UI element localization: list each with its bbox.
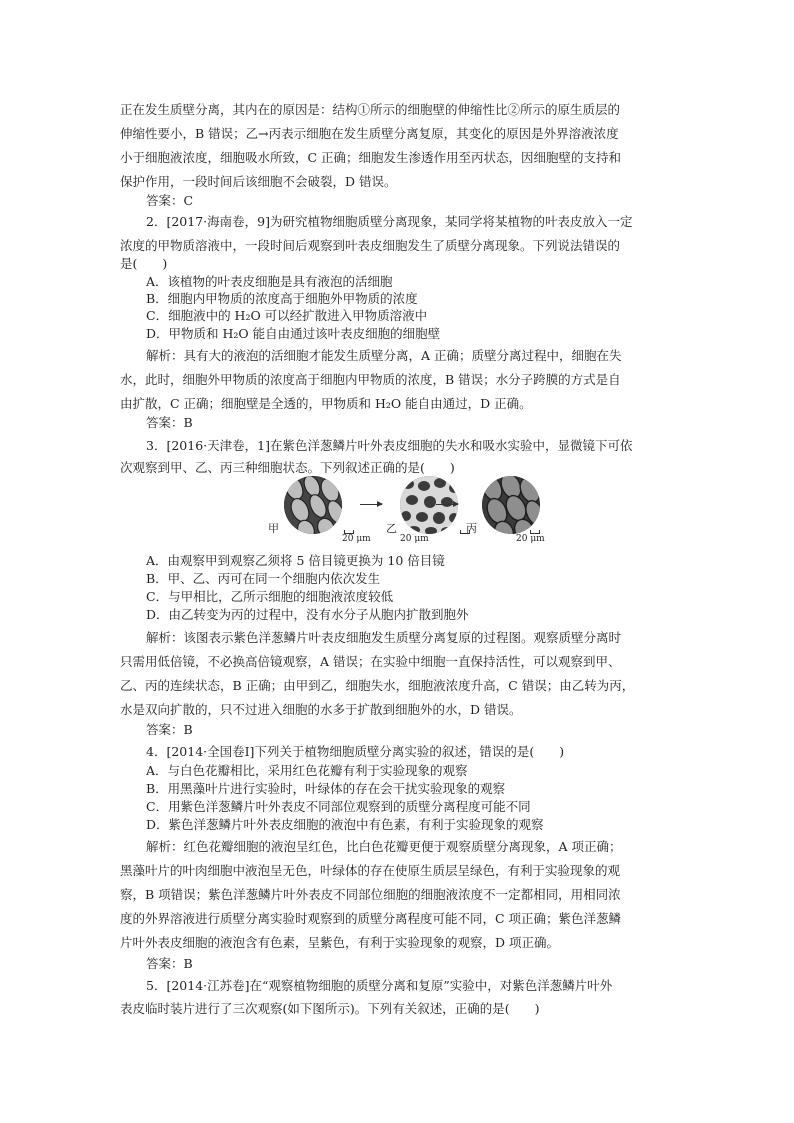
answer-line: 答案：B [146, 722, 193, 737]
analysis-line: 解析：该图表示紫色洋葱鳞片叶表皮细胞发生质壁分离复原的过程图。观察质壁分离时 [146, 630, 622, 645]
cell-image-bing [482, 476, 540, 534]
question-line: 2．[2017·海南卷，9]为研究植物细胞质壁分离现象，某同学将某植物的叶表皮放入一定 [146, 214, 633, 229]
text-line: 表皮临时装片进行了三次观察(如下图所示)。下列有关叙述，正确的是( ) [120, 1001, 540, 1016]
text-line: 伸缩性要小，B 错误；乙→丙表示细胞在发生质壁分离复原，其变化的原因是外界溶液浓度 [120, 126, 619, 141]
analysis-line: 解析：具有大的液泡的活细胞才能发生质壁分离，A 正确；质壁分离过程中，细胞在失 [146, 348, 622, 363]
question-line: 3．[2016·天津卷，1]在紫色洋葱鳞片叶外表皮细胞的失水和吸水实验中，显微镜下可依 [146, 438, 633, 453]
option-c: C．用紫色洋葱鳞片叶外表皮不同部位观察到的质壁分离程度可能不同 [146, 799, 531, 814]
text-line: 次观察到甲、乙、丙三种细胞状态。下列叙述正确的是( ) [120, 460, 455, 475]
answer-line: 答案：B [146, 415, 193, 430]
text-line: 是( ) [120, 256, 168, 271]
option-a: A．与白色花瓣相比，采用红色花瓣有利于实验现象的观察 [146, 763, 468, 778]
text-line: 黑藻叶片的叶肉细胞中液泡呈无色，叶绿体的存在使原生质层呈绿色，有利于实验现象的观 [120, 863, 621, 878]
question-line: 4．[2014·全国卷Ⅰ]下列关于植物细胞质壁分离实验的叙述，错误的是( ) [146, 744, 565, 759]
option-b: B．用黑藻叶片进行实验时，叶绿体的存在会干扰实验现象的观察 [146, 781, 506, 796]
arrow-icon [436, 504, 458, 505]
option-b: B．甲、乙、丙可在同一个细胞内依次发生 [146, 571, 381, 586]
option-a: A．由观察甲到观察乙须将 5 倍目镜更换为 10 倍目镜 [146, 553, 445, 568]
option-b: B．细胞内甲物质的浓度高于细胞外甲物质的浓度 [146, 291, 418, 306]
text-line: 正在发生质壁分离，其内在的原因是：结构①所示的细胞壁的伸缩性比②所示的原生质层的 [120, 102, 621, 117]
answer-line: 答案：B [146, 956, 193, 971]
scale-label: 20 μm [516, 534, 545, 544]
text-line: 只需用低倍镜，不必换高倍镜观察，A 错误；在实验中细胞一直保持活性，可以观察到甲、 [120, 654, 621, 669]
answer-line: 答案：C [146, 193, 194, 208]
text-line: 乙、丙的连续状态，B 正确；由甲到乙，细胞失水，细胞液浓度升高，C 错误；由乙转为丙， [120, 678, 635, 693]
text-line: 由扩散，C 正确；细胞壁是全透的，甲物质和 H₂O 能自由通过，D 正确。 [120, 396, 532, 411]
option-d: D．由乙转变为丙的过程中，没有水分子从胞内扩散到胞外 [146, 607, 469, 622]
option-c: C．细胞液中的 H₂O 可以经扩散进入甲物质溶液中 [146, 308, 428, 323]
label-jia: 甲 [268, 522, 279, 535]
label-bing: 丙 [466, 522, 477, 535]
option-c: C．与甲相比，乙所示细胞的细胞液浓度较低 [146, 589, 394, 604]
cell-image-jia [284, 476, 342, 534]
text-line: 水是双向扩散的，只不过进入细胞的水多于扩散到细胞外的水，D 错误。 [120, 702, 522, 717]
arrow-icon [360, 504, 382, 505]
microscope-figure-right [460, 476, 570, 548]
analysis-line: 解析：红色花瓣细胞的液泡呈红色，比白色花瓣更便于观察质壁分离现象，A 项正确； [146, 839, 622, 854]
option-d: D．紫色洋葱鳞片叶外表皮细胞的液泡中有色素，有利于实验现象的观察 [146, 817, 544, 832]
text-line: 浓度的甲物质溶液中，一段时间后观察到叶表皮细胞发生了质壁分离现象。下列说法错误的 [120, 238, 621, 253]
option-d: D．甲物质和 H₂O 能自由通过该叶表皮细胞的细胞壁 [146, 326, 441, 341]
text-line: 保护作用，一段时间后该细胞不会破裂，D 错误。 [120, 174, 397, 189]
cell-image-yi [400, 476, 458, 534]
text-line: 片叶外表皮细胞的液泡含有色素，呈紫色，有利于实验现象的观察，D 项正确。 [120, 935, 559, 950]
scale-label: 20 μm [342, 534, 371, 544]
text-line: 水，此时，细胞外甲物质的浓度高于细胞内甲物质的浓度，B 错误；水分子跨膜的方式是自 [120, 372, 621, 387]
text-line: 小于细胞液浓度，细胞吸水所致，C 正确；细胞发生渗透作用至丙状态，因细胞壁的支持和 [120, 150, 622, 165]
label-yi: 乙 [386, 522, 397, 535]
question-line: 5．[2014·江苏卷]在“观察植物细胞的质壁分离和复原”实验中，对紫色洋葱鳞片叶外 [146, 978, 613, 993]
text-line: 度的外界溶液进行质壁分离实验时观察到的质壁分离程度可能不同，C 项正确；紫色洋葱鳞 [120, 911, 622, 926]
text-line: 察，B 项错误；紫色洋葱鳞片叶外表皮不同部位细胞的细胞液浓度不一定都相同，用相同浓 [120, 887, 621, 902]
option-a: A．该植物的叶表皮细胞是具有液泡的活细胞 [146, 274, 393, 289]
scale-label: 20 μm [400, 534, 429, 544]
